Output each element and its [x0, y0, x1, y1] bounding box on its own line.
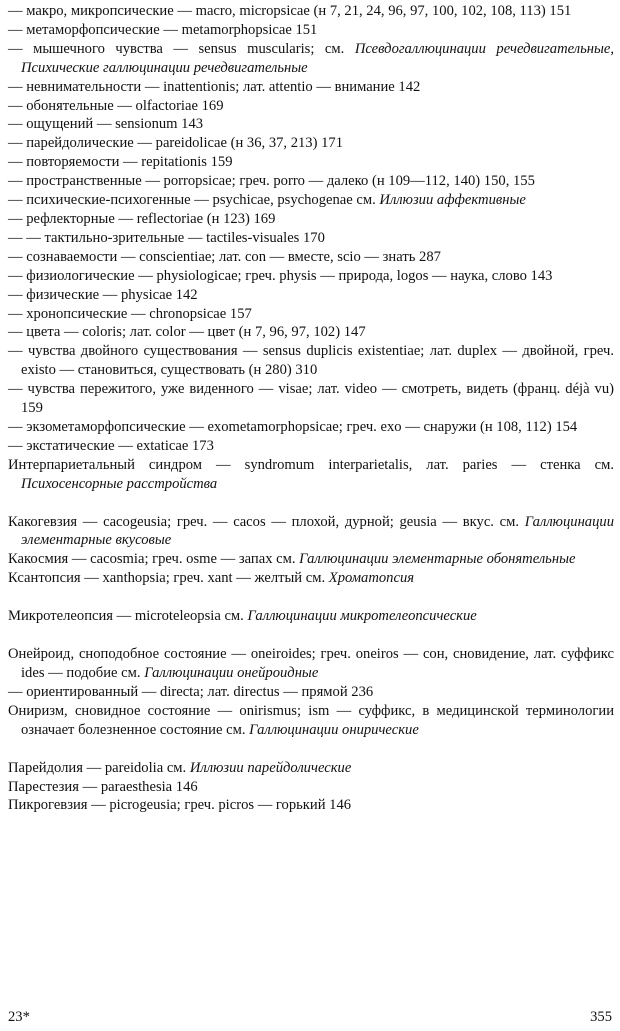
entry-text: — чувства пережитого, уже виденного — visae; лат. video — смотреть, видеть (франц. déjà vu) 159	[8, 381, 614, 417]
index-entry	[8, 229, 614, 248]
index-entry	[8, 418, 614, 437]
index-entry	[8, 286, 614, 305]
entry-text: — психические-психогенные — psychicae, psychogenae см.	[8, 192, 380, 209]
page-number: 355	[590, 1009, 612, 1025]
entry-crossref: Галлюцинации микротелеопсические	[247, 608, 477, 625]
entry-text: — экзометаморфопсические — exometamorphopsicae; греч. exo — снаружи (н 108, 112) 154	[8, 418, 578, 435]
section-gap	[8, 626, 614, 645]
entry-text: — ощущений — sensionum 143	[8, 116, 204, 133]
entry-text: — метаморфопсические — metamorphopsicae 151	[8, 21, 318, 38]
entry-crossref: Галлюцинации онирические	[249, 721, 419, 738]
entry-crossref: Галлюцинации онейроидные	[144, 665, 319, 681]
entry-crossref: Иллюзии парейдолические	[189, 759, 352, 776]
entry-text: — пространственные — porropsicae; греч. porro — далеко (н 109—112, 140) 150, 155	[8, 173, 535, 190]
index-entry	[8, 97, 614, 116]
section-p	[8, 759, 614, 816]
index-entry	[8, 78, 614, 97]
entry-text: — экстатические — extaticae 173	[8, 437, 214, 454]
entry-text: Ониризм, сновидное состояние — onirismus; ism — суффикс, в медицинской терминологии означает болезненное состояние см.	[8, 702, 614, 738]
section-gap	[8, 588, 614, 607]
index-entry	[8, 456, 614, 494]
index-entry	[8, 40, 614, 78]
entry-text: — чувства двойного существования — sensus duplicis existentiae; лат. duplex — двойной, греч. existo — становиться, существовать (н 280) 310	[8, 343, 614, 379]
index-entry	[8, 380, 614, 418]
index-entry	[8, 513, 614, 551]
index-entry	[8, 21, 614, 40]
index-entry	[8, 759, 614, 778]
index-entry	[8, 550, 614, 569]
entry-text: — макро, микропсические — macro, micropsicae (н 7, 21, 24, 96, 97, 100, 102, 108, 113) 151	[8, 3, 572, 19]
entry-text: — ориентированный — directa; лат. directus — прямой 236	[8, 683, 374, 700]
entry-text: Онейроид, сноподобное состояние — oneiroides; греч. oneiros — сон, сновидение, лат. суффикс ides — подобие см.	[8, 646, 614, 681]
entry-crossref: Галлюцинации элементарные вкусовые	[21, 513, 614, 549]
entry-crossref: Псевдогаллюцинации речедвигательные, Психические галлюцинации речедвигательные	[21, 40, 614, 76]
entry-crossref: Хроматопсия	[328, 570, 415, 587]
entry-text: — парейдолические — pareidolicae (н 36, 37, 213) 171	[8, 135, 344, 152]
entry-crossref: Психосенсорные расстройства	[21, 475, 218, 492]
index-entry	[8, 645, 614, 683]
entry-text: — рефлекторные — reflectoriae (н 123) 169	[8, 210, 276, 227]
index-entry	[8, 248, 614, 267]
index-entry	[8, 305, 614, 324]
section-k	[8, 513, 614, 589]
index-entry	[8, 796, 614, 815]
index-entry	[8, 342, 614, 380]
entry-text: Какосмия — cacosmia; греч. osme — запах см.	[8, 551, 300, 568]
section-m	[8, 607, 614, 626]
entry-text: Парестезия — paraesthesia 146	[8, 778, 198, 795]
entry-text: — сознаваемости — conscientiae; лат. con — вместе, scio — знать 287	[8, 248, 441, 265]
signature-mark: 23*	[8, 1009, 30, 1025]
section-o	[8, 645, 614, 740]
entry-text: — обонятельные — olfactoriae 169	[8, 97, 224, 114]
section-illusions	[8, 2, 614, 494]
index-entry	[8, 437, 614, 456]
index-entry	[8, 115, 614, 134]
index-entry	[8, 191, 614, 210]
index-entry	[8, 172, 614, 191]
index-entry	[8, 702, 614, 740]
index-entry	[8, 153, 614, 172]
entry-text: Ксантопсия — xanthopsia; греч. xant — желтый см.	[8, 570, 329, 587]
entry-text: — невнимательности — inattentionis; лат. attentio — внимание 142	[8, 78, 421, 95]
index-entry	[8, 607, 614, 626]
entry-text: Какогевзия — cacogeusia; греч. — cacos — плохой, дурной; geusia — вкус. см.	[8, 513, 525, 530]
entry-text: — мышечного чувства — sensus muscularis; см.	[8, 40, 355, 57]
entry-text: — повторяемости — repitationis 159	[8, 154, 233, 171]
index-entry	[8, 134, 614, 153]
entry-text: — физические — physicae 142	[8, 286, 198, 303]
section-gap	[8, 494, 614, 513]
entry-text: Интерпариетальный синдром — syndromum interparietalis, лат. paries — стенка см.	[8, 456, 614, 473]
entry-text: Пикрогевзия — picrogeusia; греч. picros — горький 146	[8, 797, 352, 814]
entry-text: Парейдолия — pareidolia см.	[8, 759, 190, 776]
index-entry	[8, 683, 614, 702]
index-entry	[8, 267, 614, 286]
section-gap	[8, 740, 614, 759]
index-entry	[8, 210, 614, 229]
entry-text: — физиологические — physiologicae; греч. physis — природа, logos — наука, слово 143	[8, 267, 553, 284]
page-footer	[8, 1008, 612, 1027]
entry-text: Микротелеопсия — microteleopsia см.	[8, 608, 248, 625]
entry-crossref: Галлюцинации элементарные обонятельные	[299, 551, 576, 568]
entry-text: — хронопсические — chronopsicae 157	[8, 305, 252, 322]
entry-text: — цвета — coloris; лат. color — цвет (н 7, 96, 97, 102) 147	[8, 324, 366, 341]
entry-crossref: Иллюзии аффективные	[379, 192, 526, 209]
index-entry	[8, 778, 614, 797]
index-entry	[8, 2, 614, 21]
index-entry	[8, 569, 614, 588]
index-content	[8, 2, 614, 815]
entry-text: — — тактильно-зрительные — tactiles-visuales 170	[8, 229, 325, 246]
index-entry	[8, 323, 614, 342]
